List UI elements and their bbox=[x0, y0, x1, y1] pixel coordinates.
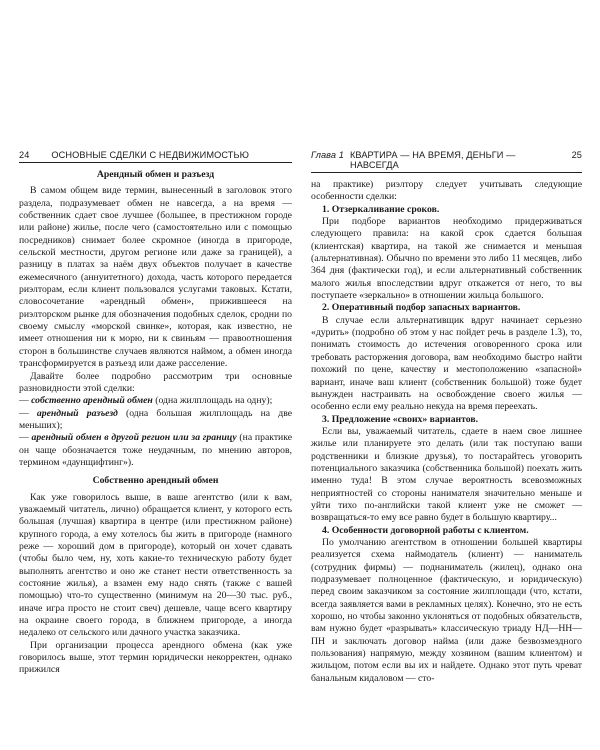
list-term: собственно арендный обмен bbox=[31, 395, 153, 407]
paragraph: Давайте более подробно рассмотрим три основные разновидности этой сделки: bbox=[19, 370, 292, 394]
right-page bbox=[303, 0, 600, 750]
paragraph: В случае если альтернативщик вдруг начинает серьезно «дурить» (подробно об этом у нас пойдет речь в разделе 1.3), то, понимать стоимость до истечения оговоренного срока или требовать расторжения договора, вам необходимо быстро найти похожий по цене, качеству и местоположению «запасной» вариант, иначе ваш клиент (собственник большой) тоже будет вынужден настраивать на освобождение своего жилья — особенно если ему реально некуда на время переехать. bbox=[311, 314, 582, 413]
paragraph: При подборе вариантов необходимо придерживаться следующего правила: на какой срок сдается большая (клиентская) квартира, на такой же снимается и меньшая (альтернативная). Обычно по времени это либо 11 месяцев, либо 364 дня (фактически год), и если альтернативный собственник малого жилья впоследствии вдруг откажется от него, то вы поступаете «зеркально» в отношении жильца большого. bbox=[311, 216, 582, 302]
item-heading: 3. Предложение «своих» вариантов. bbox=[322, 413, 479, 425]
paragraph: на практике) риэлтору следует учитывать следующие особенности сделки: bbox=[311, 179, 582, 203]
running-title: ОСНОВНЫЕ СДЕЛКИ С НЕДВИЖИМОСТЬЮ bbox=[51, 150, 250, 160]
left-body-text bbox=[19, 169, 292, 677]
list-text: (одна большая жилплощадь на две меньших); bbox=[19, 407, 293, 431]
list-text: (на практике он чаще обозначается тоже неудачным, по мнению авторов, термином «даунщифтинг»). bbox=[19, 432, 292, 468]
paragraph: При организации процесса арендного обмена (как уже говорилось выше, этот термин юридически некорректен, однако прижился bbox=[19, 639, 292, 676]
list-item: — арендный обмен в другой регион или за границу (на практике он чаще обозначается тоже неудачным, по мнению авторов, термином «даунщифтинг»). bbox=[19, 432, 292, 468]
section-heading: Собственно арендный обмен bbox=[92, 475, 219, 487]
right-running-head bbox=[311, 150, 582, 173]
list-item: — собственно арендный обмен (одна жилплощадь на одну); bbox=[19, 395, 273, 407]
left-running-head bbox=[19, 150, 292, 163]
page-number: 24 bbox=[19, 150, 30, 160]
item-heading: 4. Особенности договорной работы с клиентом. bbox=[322, 524, 529, 536]
chapter-label: Глава 1 bbox=[311, 150, 344, 160]
list-item: — арендный разъезд (одна большая жилплощадь на две меньших); bbox=[19, 407, 293, 431]
paragraph: По умолчанию агентством в отношении большей квартиры реализуется схема наймодатель (клиент) — наниматель (сотрудник фирмы) — поднаниматель (жилец), однако она подразумевает полноценное (фактическую, и юридическую) перед своим заказчиком за состояние жилплощади (что, кстати, всегда заявляется вами в рекламных целях). Конечно, это не есть хорошо, но чтобы законно уклоняться от подобных обязательств, вам нужно будет «разрывать» классическую триаду НД—НН—ПН и заключать договор найма (или даже безвозмездного пользования) напрямую, между хозяином (вашим клиентом) и жильцом, потом если вы их и найдете. Однако этот путь чреват банальным кидаловом — сто- bbox=[311, 536, 582, 684]
list-term: арендный обмен в другой регион или за границу bbox=[31, 432, 237, 444]
page-number: 25 bbox=[571, 150, 582, 160]
item-heading: 1. Отзеркаливание сроков. bbox=[322, 203, 440, 215]
running-title: КВАРТИРА — НА ВРЕМЯ, ДЕНЬГИ — НАВСЕГДА bbox=[349, 150, 516, 170]
paragraph: Как уже говорилось выше, в ваше агентство (или к вам, уважаемый читатель, лично) обращается клиент, у которого есть большая (лучшая) квартира в центре (или престижном районе) крупного города, а ему хотелось бы жить в пригороде (намного реже — хороший дом в пригороде), который он хочет сдавать (чтобы было чем, ну, хоть какие-то техническую работу будет выполнять агентство и оно же станет нести ответственность за состояние жилья), а взамен ему надо снять (также с вашей помощью) что-то существенно (минимум на 20—30 тыс. руб., иначе игра просто не стоит свеч) дешевле, чаще всего квартиру на окраине своего города, в ближнем пригороде, а иногда недалеко от сельского или дачного участка заказчика. bbox=[19, 491, 292, 639]
section-heading: Арендный обмен и разъезд bbox=[96, 169, 215, 180]
list-term: арендный разъезд bbox=[36, 407, 118, 419]
right-body-text bbox=[311, 179, 582, 685]
list-text: (одна жилплощадь на одну); bbox=[152, 395, 273, 407]
paragraph: Если вы, уважаемый читатель, сдаете в наем свое лишнее жилье или планируете это делать (или так поступаю ваши родственники и близкие друзья), то постарайтесь уговорить потенциального заказчика (собственника большой) поехать жить именно туда! В этом случае вероятность всевозможных неприятностей со стороны нанимателя значительно меньше и уйти тихо по-английски такой клиент уже не сможет — возвращаться-то ему все равно будет в большую квартиру... bbox=[311, 425, 582, 524]
paragraph: В самом общем виде термин, вынесенный в заголовок этого раздела, подразумевает обмен не навсегда, а на время — собственник сдает свое лучшее (большее, в престижном городе или районе) жилье, после чего (самостоятельно или с помощью посредников) снимает более скромное (иногда в пригороде, сельской местности, другом регионе или даже за границей), а разницу в платах за наём двух объектов получает в качестве ежемесячного (аннуитетного) дохода, часть которого передается риэлторам, если клиент пользовался услугами таковых. Кстати, словосочетание «арендный обмен», прижившееся на риэлторском рынке для обозначения подобных сделок, сродни по своему смыслу «морской свинке», которая, как известно, не имеет отношения ни к морю, ни к свиньям — правоотношения сторон в большинстве случаев являются наймом, а обмен иногда трансформируется в разъезд или даже расселение. bbox=[19, 185, 292, 370]
item-heading: 2. Оперативный подбор запасных вариантов. bbox=[322, 302, 521, 314]
